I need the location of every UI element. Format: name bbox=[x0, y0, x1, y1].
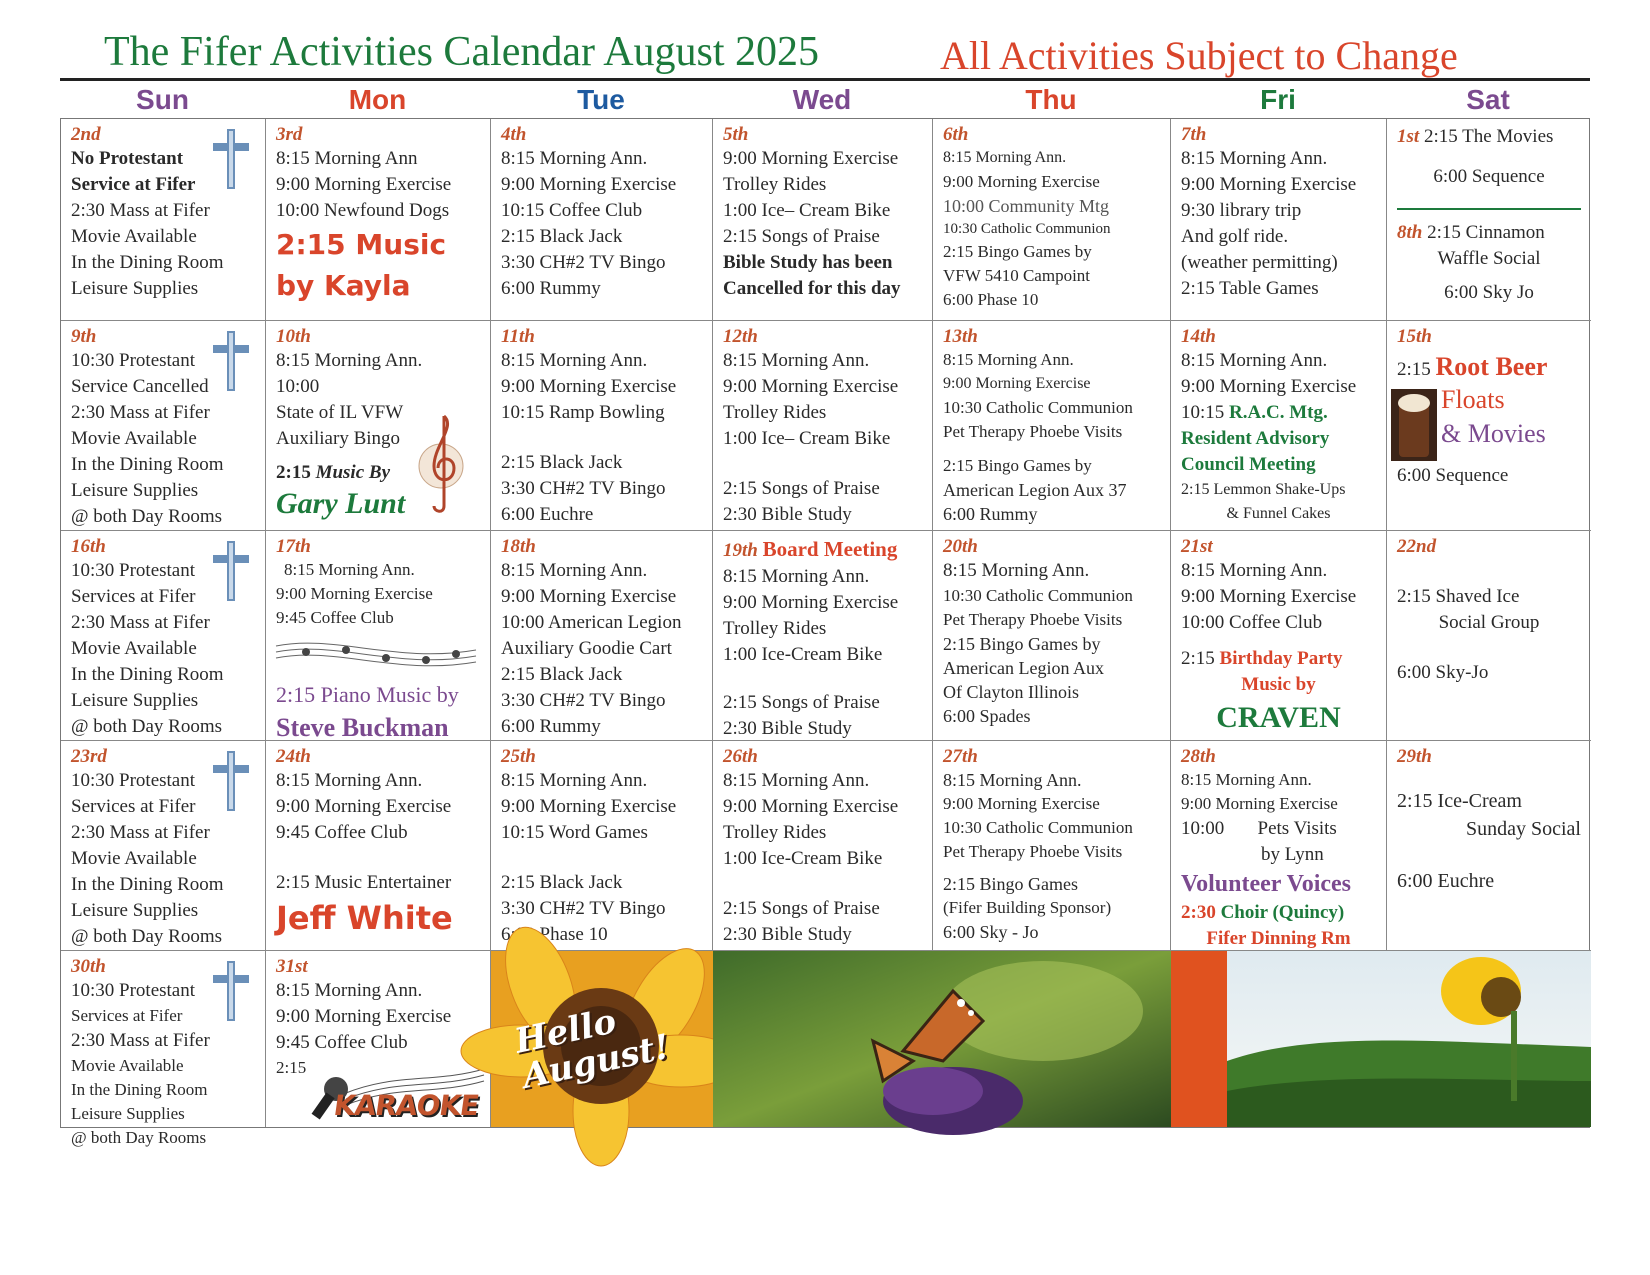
music-notes-icon bbox=[276, 630, 476, 674]
event-line: 8:15 Morning Ann. bbox=[501, 560, 648, 581]
event-line: Trolley Rides bbox=[723, 618, 827, 639]
day-sat: Sat bbox=[1466, 84, 1510, 115]
treble-clef-icon bbox=[416, 406, 466, 516]
event-line: 10:30 Protestant bbox=[71, 980, 196, 1001]
date-label: 30th bbox=[71, 956, 106, 977]
event-line: American Legion Aux bbox=[943, 658, 1104, 678]
event-line: 2:30 Mass at Fifer bbox=[71, 1030, 210, 1051]
event-line: 9:00 Morning Exercise bbox=[276, 1006, 452, 1027]
event-highlight: R.A.C. Mtg. bbox=[1229, 402, 1328, 423]
cell-aug-7 bbox=[1171, 119, 1387, 321]
event-line: 8:15 Morning Ann. bbox=[723, 350, 870, 371]
event-line: 10:30 Catholic Communion bbox=[943, 398, 1133, 417]
event-line: 9:00 Morning Exercise bbox=[1181, 586, 1357, 607]
cell-aug-26 bbox=[713, 741, 933, 951]
event-highlight: Steve Buckman bbox=[276, 713, 449, 742]
event-line: @ both Day Rooms bbox=[71, 1128, 207, 1147]
event-line: 8:15 Morning Ann. bbox=[1181, 560, 1328, 581]
date-label: 18th bbox=[501, 536, 536, 557]
event-line: In the Dining Room bbox=[71, 252, 224, 273]
event-line: 9:00 Morning Exercise bbox=[276, 796, 452, 817]
event-line: 2:15 Songs of Praise bbox=[723, 478, 880, 499]
event-line: 2:15 Black Jack bbox=[501, 872, 623, 893]
event-line: 10:30 Catholic Communion bbox=[943, 586, 1133, 605]
date-label: 29th bbox=[1397, 746, 1432, 767]
event-line: 2:15 Cinnamon bbox=[1427, 221, 1545, 243]
cell-aug-23 bbox=[61, 741, 266, 951]
date-label: 20th bbox=[943, 536, 978, 557]
event-line: 10:00 Community Mtg bbox=[943, 196, 1110, 216]
event-highlight: Board Meeting bbox=[762, 537, 898, 561]
date-label: 22nd bbox=[1397, 536, 1437, 557]
event-line: 2:15 Shaved Ice bbox=[1397, 586, 1520, 607]
event-line: 2:15 Black Jack bbox=[501, 664, 623, 685]
date-label: 31st bbox=[276, 956, 308, 977]
event-line: & Funnel Cakes bbox=[1226, 505, 1331, 522]
day-fri: Fri bbox=[1260, 84, 1296, 115]
cell-aug-22 bbox=[1387, 531, 1591, 741]
event-line: Of Clayton Illinois bbox=[943, 682, 1079, 702]
cell-aug-18 bbox=[491, 531, 713, 741]
date-label: 7th bbox=[1181, 124, 1207, 145]
event-time: 2:15 bbox=[1397, 359, 1431, 380]
event-line: Sunday Social bbox=[1466, 818, 1581, 840]
cell-aug-12 bbox=[713, 321, 933, 531]
date-label: 5th bbox=[723, 124, 749, 145]
event-line: Auxiliary Goodie Cart bbox=[501, 638, 672, 659]
event-line: by Lynn bbox=[1261, 844, 1324, 865]
event-line: Movie Available bbox=[71, 848, 197, 869]
event-line: 9:00 Morning Exercise bbox=[1181, 794, 1338, 813]
event-line: 6:00 Sky-Jo bbox=[1397, 662, 1489, 683]
event-highlight: Gary Lunt bbox=[276, 487, 406, 520]
event-line: 9:00 Morning Exercise bbox=[723, 592, 899, 613]
event-line: 9:00 Morning Exercise bbox=[723, 148, 899, 169]
date-label: 10th bbox=[276, 326, 311, 347]
event-line: Auxiliary Bingo bbox=[276, 428, 401, 449]
event-line: Leisure Supplies bbox=[71, 480, 199, 501]
event-line: Cancelled for this day bbox=[723, 278, 901, 299]
event-line: Pet Therapy Phoebe Visits bbox=[943, 610, 1123, 629]
event-line: @ both Day Rooms bbox=[71, 926, 223, 947]
event-line: 10:30 Protestant bbox=[71, 770, 196, 791]
event-time: 2:15 bbox=[1181, 648, 1215, 669]
date-label: 28th bbox=[1181, 746, 1216, 767]
event-line: 2:15 Bingo Games by bbox=[943, 634, 1101, 654]
event-line: 2:15 Lemmon Shake-Ups bbox=[1181, 481, 1346, 498]
event-line: Pet Therapy Phoebe Visits bbox=[943, 842, 1123, 861]
event-line: 9:45 Coffee Club bbox=[276, 822, 408, 843]
event-line: 9:00 Morning Exercise bbox=[943, 794, 1100, 813]
event-line: 2:30 Mass at Fifer bbox=[71, 822, 210, 843]
event-line: 8:15 Morning Ann. bbox=[1181, 350, 1328, 371]
event-line: 2:15 Black Jack bbox=[501, 452, 623, 473]
event-line: 8:15 Morning Ann. bbox=[276, 980, 423, 1001]
event-line: 2:30 Mass at Fifer bbox=[71, 200, 210, 221]
cell-aug-4 bbox=[491, 119, 713, 321]
event-line: 6:00 Rummy bbox=[501, 278, 601, 299]
event-line: No Protestant bbox=[71, 148, 184, 169]
event-line: @ both Day Rooms bbox=[71, 716, 223, 737]
event-line: 2:30 Bible Study bbox=[723, 504, 852, 525]
event-highlight: 2:15 Music bbox=[276, 228, 447, 261]
day-sun: Sun bbox=[136, 84, 189, 115]
event-line: Pets Visits bbox=[1257, 818, 1337, 839]
event-line: 9:00 Morning Exercise bbox=[501, 796, 677, 817]
event-line: 3:30 CH#2 TV Bingo bbox=[501, 690, 666, 711]
event-line: 8:15 Morning Ann bbox=[276, 148, 418, 169]
date-label: 12th bbox=[723, 326, 758, 347]
event-line: 9:00 Morning Exercise bbox=[943, 172, 1100, 191]
cell-aug-13 bbox=[933, 321, 1171, 531]
event-line: 3:30 CH#2 TV Bingo bbox=[501, 252, 666, 273]
event-line: 2:15 bbox=[276, 1058, 307, 1077]
event-line: Leisure Supplies bbox=[71, 900, 199, 921]
event-line: Service Cancelled bbox=[71, 376, 209, 397]
date-label: 19th bbox=[723, 540, 758, 561]
cell-aug-15 bbox=[1387, 321, 1591, 531]
cell-aug-2 bbox=[61, 119, 266, 321]
event-line: (Fifer Building Sponsor) bbox=[943, 898, 1112, 917]
root-beer-float-image bbox=[1391, 389, 1437, 461]
event-highlight: & Movies bbox=[1441, 419, 1546, 448]
event-line: 2:30 Mass at Fifer bbox=[71, 612, 210, 633]
event-line: Movie Available bbox=[71, 1056, 184, 1075]
date-label: 23rd bbox=[71, 746, 107, 767]
calendar-grid bbox=[60, 118, 1590, 1147]
event-line: Waffle Social bbox=[1437, 247, 1541, 269]
event-line: In the Dining Room bbox=[71, 1080, 208, 1099]
event-line: 2:30 Bible Study bbox=[723, 718, 852, 739]
date-label: 16th bbox=[71, 536, 106, 557]
event-highlight: Choir (Quincy) bbox=[1220, 902, 1345, 923]
karaoke-text: KARAOKE bbox=[331, 1089, 481, 1122]
event-line: 2:15 Songs of Praise bbox=[723, 226, 880, 247]
cell-aug-28 bbox=[1171, 741, 1387, 951]
cell-aug-21 bbox=[1171, 531, 1387, 741]
cell-aug-20 bbox=[933, 531, 1171, 741]
event-line: 2:15 Bingo Games by bbox=[943, 456, 1092, 475]
event-line: 2:15 The Movies bbox=[1423, 126, 1554, 147]
event-highlight: Volunteer Voices bbox=[1181, 871, 1352, 897]
cell-aug-11 bbox=[491, 321, 713, 531]
date-label: 14th bbox=[1181, 326, 1216, 347]
date-label: 24th bbox=[276, 746, 311, 767]
hello-august-text: Hello August! bbox=[511, 998, 674, 1097]
event-highlight: CRAVEN bbox=[1216, 701, 1341, 734]
date-label: 3rd bbox=[276, 124, 303, 145]
event-line: Trolley Rides bbox=[723, 402, 827, 423]
event-line: 2:15 Bingo Games by bbox=[943, 242, 1092, 261]
date-label: 26th bbox=[723, 746, 758, 767]
event-line: 2:15 Table Games bbox=[1181, 278, 1319, 299]
cell-aug-3 bbox=[266, 119, 491, 321]
event-line: 8:15 Morning Ann. bbox=[276, 770, 423, 791]
cell-aug-5 bbox=[713, 119, 933, 321]
day-mon: Mon bbox=[348, 84, 407, 115]
event-line: 8:15 Morning Ann. bbox=[723, 566, 870, 587]
event-line: 6:00 Phase 10 bbox=[943, 290, 1039, 309]
event-line: Trolley Rides bbox=[723, 822, 827, 843]
date-label: 1st bbox=[1397, 126, 1420, 147]
cell-aug-24 bbox=[266, 741, 491, 951]
divider bbox=[1397, 208, 1581, 210]
event-line: 9:00 Morning Exercise bbox=[501, 376, 677, 397]
event-line: 1:00 Ice-Cream Bike bbox=[723, 644, 883, 665]
event-line: In the Dining Room bbox=[71, 454, 224, 475]
header-rule bbox=[60, 78, 1590, 81]
event-highlight: Jeff White bbox=[276, 899, 453, 937]
event-line: 3:30 CH#2 TV Bingo bbox=[501, 478, 666, 499]
date-label: 17th bbox=[276, 536, 311, 557]
event-line: In the Dining Room bbox=[71, 874, 224, 895]
date-label: 4th bbox=[501, 124, 527, 145]
event-line: 2:30 Bible Study bbox=[723, 924, 852, 945]
date-label: 9th bbox=[71, 326, 97, 347]
event-line: 10:00 Coffee Club bbox=[1181, 612, 1323, 633]
event-line: 9:00 Morning Exercise bbox=[276, 584, 433, 603]
event-line: 9:00 Morning Exercise bbox=[501, 174, 677, 195]
event-line: @ both Day Rooms bbox=[71, 506, 223, 527]
event-highlight: Music by bbox=[1241, 674, 1316, 695]
event-line: 2:15 Piano Music by bbox=[276, 682, 459, 707]
event-time: 10:00 bbox=[1181, 818, 1225, 839]
event-line: 8:15 Morning Ann. bbox=[1181, 148, 1328, 169]
event-line: 6:00 Sky - Jo bbox=[943, 922, 1039, 942]
event-line: 8:15 Morning Ann. bbox=[501, 770, 648, 791]
event-line: 9:45 Coffee Club bbox=[276, 1032, 408, 1053]
event-line: 8:15 Morning Ann. bbox=[943, 560, 1090, 581]
event-line: 2:15 Songs of Praise bbox=[723, 898, 880, 919]
event-line: Movie Available bbox=[71, 226, 197, 247]
cell-aug-31 bbox=[266, 951, 491, 1127]
event-line: 9:00 Morning Exercise bbox=[723, 376, 899, 397]
date-label: 8th bbox=[1397, 221, 1423, 243]
event-line: 8:15 Morning Ann. bbox=[943, 149, 1067, 166]
event-line: Leisure Supplies bbox=[71, 278, 199, 299]
event-line: 2:15 Black Jack bbox=[501, 226, 623, 247]
event-line: 8:15 Morning Ann. bbox=[723, 770, 870, 791]
cell-aug-10 bbox=[266, 321, 491, 531]
event-line: 8:15 Morning Ann. bbox=[501, 350, 648, 371]
event-line: 10:30 Protestant bbox=[71, 560, 196, 581]
date-label: 11th bbox=[501, 326, 535, 347]
event-line: 2:15 Ice-Cream bbox=[1397, 790, 1522, 812]
event-line: Movie Available bbox=[71, 638, 197, 659]
event-line: 9:00 Morning Exercise bbox=[723, 796, 899, 817]
event-time: 2:15 bbox=[276, 462, 311, 483]
event-line: 9:00 Morning Exercise bbox=[943, 375, 1091, 392]
event-line: 9:00 Morning Exercise bbox=[1181, 376, 1357, 397]
event-line: Service at Fifer bbox=[71, 174, 196, 195]
event-line: 6:00 Rummy bbox=[943, 504, 1038, 524]
event-line: Music By bbox=[315, 462, 391, 483]
event-line: 9:00 Morning Exercise bbox=[276, 174, 452, 195]
event-line: 9:00 Morning Exercise bbox=[1181, 174, 1357, 195]
event-line: 8:15 Morning Ann. bbox=[1181, 770, 1312, 789]
event-line: 10:00 Newfound Dogs bbox=[276, 200, 450, 221]
event-line: Pet Therapy Phoebe Visits bbox=[943, 422, 1123, 441]
event-line: 10:15 Ramp Bowling bbox=[501, 402, 665, 423]
cell-aug-1-8 bbox=[1387, 119, 1591, 321]
event-line: 6:00 Sky Jo bbox=[1444, 281, 1534, 303]
event-line: Bible Study has been bbox=[723, 252, 893, 273]
event-line: 2:30 Mass at Fifer bbox=[71, 402, 210, 423]
event-line: 6:00 Phase 10 bbox=[501, 924, 608, 945]
event-line: Movie Available bbox=[71, 428, 197, 449]
cell-aug-14 bbox=[1171, 321, 1387, 531]
event-highlight: Resident Advisory bbox=[1181, 428, 1330, 449]
event-line: 6:00 Spades bbox=[943, 706, 1031, 726]
event-line: 9:30 library trip bbox=[1181, 200, 1302, 221]
calendar-header bbox=[60, 22, 1590, 78]
event-line: 10:15 Coffee Club bbox=[501, 200, 643, 221]
event-line: 8:15 Morning Ann. bbox=[943, 770, 1082, 790]
event-line: 3:30 CH#2 TV Bingo bbox=[501, 898, 666, 919]
page-subtitle: All Activities Subject to Change bbox=[940, 33, 1458, 78]
event-line: American Legion Aux 37 bbox=[943, 480, 1127, 500]
event-line: 10:15 Word Games bbox=[501, 822, 648, 843]
event-highlight: Fifer Dinning Rm bbox=[1206, 928, 1351, 949]
event-line: Services at Fifer bbox=[71, 586, 196, 607]
event-line: Leisure Supplies bbox=[71, 1104, 185, 1123]
karaoke-graphic bbox=[306, 1063, 486, 1123]
cross-icon bbox=[211, 749, 251, 813]
event-highlight: Council Meeting bbox=[1181, 454, 1316, 475]
event-highlight: Floats bbox=[1441, 385, 1505, 414]
event-line: 6:00 Rummy bbox=[501, 716, 601, 737]
date-label: 6th bbox=[943, 124, 969, 145]
page-title: The Fifer Activities Calendar August 2025 bbox=[104, 29, 820, 75]
weekday-header bbox=[60, 84, 1590, 118]
event-line: 9:45 Coffee Club bbox=[276, 608, 394, 627]
sunflower-field-image bbox=[1171, 951, 1591, 1127]
cell-aug-17 bbox=[266, 531, 491, 741]
event-line: 6:00 Euchre bbox=[1397, 870, 1495, 892]
date-label: 27th bbox=[943, 746, 978, 767]
date-label: 21st bbox=[1181, 536, 1213, 557]
event-line: 10:30 Protestant bbox=[71, 350, 196, 371]
event-line: 9:00 Morning Exercise bbox=[501, 586, 677, 607]
event-highlight: by Kayla bbox=[276, 269, 411, 302]
event-highlight: Birthday Party bbox=[1219, 648, 1343, 669]
sunflower-field-photo bbox=[1171, 951, 1591, 1127]
event-line: 6:00 Sequence bbox=[1397, 465, 1509, 486]
cell-aug-9 bbox=[61, 321, 266, 531]
event-line: Services at Fifer bbox=[71, 1006, 183, 1025]
cell-aug-29 bbox=[1387, 741, 1591, 951]
date-label: 25th bbox=[501, 746, 536, 767]
event-line: 2:15 Bingo Games bbox=[943, 874, 1078, 894]
event-time: 10:15 bbox=[1181, 402, 1225, 423]
event-line: In the Dining Room bbox=[71, 664, 224, 685]
day-thu: Thu bbox=[1025, 84, 1077, 115]
event-line: Social Group bbox=[1438, 612, 1540, 633]
event-line: 8:15 Morning Ann. bbox=[276, 350, 423, 371]
event-line: (weather permitting) bbox=[1181, 252, 1338, 273]
event-line: 2:15 Music Entertainer bbox=[276, 872, 452, 893]
event-line: 10:30 Catholic Communion bbox=[943, 818, 1133, 837]
event-line: 10:30 Catholic Communion bbox=[943, 221, 1111, 237]
cell-aug-16 bbox=[61, 531, 266, 741]
event-line: 10:00 American Legion bbox=[501, 612, 682, 633]
date-label: 2nd bbox=[71, 124, 101, 145]
event-line: 1:00 Ice– Cream Bike bbox=[723, 200, 891, 221]
event-line: 2:15 Songs of Praise bbox=[723, 692, 880, 713]
event-line: And golf ride. bbox=[1181, 226, 1289, 247]
butterfly-image bbox=[713, 951, 1171, 1127]
date-label: 15th bbox=[1397, 326, 1432, 347]
date-label: 13th bbox=[943, 326, 978, 347]
event-line: Trolley Rides bbox=[723, 174, 827, 195]
butterfly-photo bbox=[713, 951, 1171, 1127]
cross-icon bbox=[211, 329, 251, 393]
cross-icon bbox=[211, 539, 251, 603]
cell-aug-25 bbox=[491, 741, 713, 951]
event-line: 1:00 Ice-Cream Bike bbox=[723, 848, 883, 869]
sunflower-image bbox=[491, 951, 713, 1127]
event-line: Leisure Supplies bbox=[71, 690, 199, 711]
event-line: Services at Fifer bbox=[71, 796, 196, 817]
event-line: State of IL VFW bbox=[276, 402, 404, 423]
event-line: 8:15 Morning Ann. bbox=[501, 148, 648, 169]
cell-aug-27 bbox=[933, 741, 1171, 951]
event-line: 6:00 Sequence bbox=[1433, 166, 1545, 187]
cross-icon bbox=[211, 127, 251, 191]
event-highlight: Root Beer bbox=[1435, 352, 1548, 381]
day-tue: Tue bbox=[577, 84, 625, 115]
day-wed: Wed bbox=[792, 84, 852, 115]
cross-icon bbox=[211, 959, 251, 1023]
cell-aug-6 bbox=[933, 119, 1171, 321]
event-line: 6:00 Euchre bbox=[501, 504, 594, 525]
cell-aug-30 bbox=[61, 951, 266, 1147]
event-line: 8:15 Morning Ann. bbox=[284, 560, 415, 579]
event-line: 10:00 bbox=[276, 376, 320, 397]
event-line: 8:15 Morning Ann. bbox=[943, 350, 1074, 369]
event-time: 2:30 bbox=[1181, 902, 1216, 923]
cell-aug-19 bbox=[713, 531, 933, 741]
event-line: VFW 5410 Campoint bbox=[943, 266, 1091, 285]
event-line: 1:00 Ice– Cream Bike bbox=[723, 428, 891, 449]
